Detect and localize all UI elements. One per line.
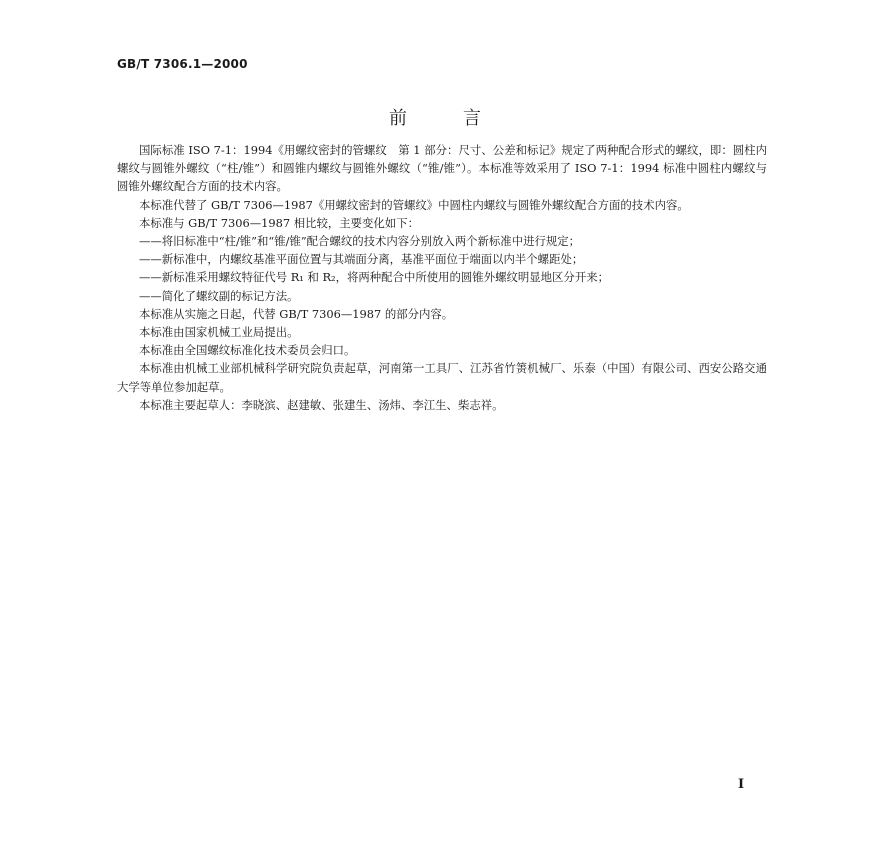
page-number: I	[738, 777, 745, 792]
change-item: ——新标准采用螺纹特征代号 R₁ 和 R₂，将两种配合中所使用的圆锥外螺纹明显地区分开来；	[139, 270, 609, 285]
document-body	[117, 141, 767, 414]
paragraph: 本标准代替了 GB/T 7306—1987《用螺纹密封的管螺纹》中圆柱内螺纹与圆锥外螺纹配合方面的技术内容。	[139, 197, 689, 212]
change-item: ——将旧标准中“柱/锥”和“锥/锥”配合螺纹的技术内容分别放入两个新标准中进行规定；	[139, 234, 581, 249]
paragraph: 本标准主要起草人：李晓滨、赵建敏、张建生、汤炜、李江生、柴志祥。	[139, 397, 504, 412]
paragraph: 本标准由国家机械工业局提出。	[139, 325, 299, 340]
paragraph: 本标准从实施之日起，代替 GB/T 7306—1987 的部分内容。	[139, 306, 454, 321]
paragraph: 国际标准 ISO 7-1：1994《用螺纹密封的管螺纹 第 1 部分：尺寸、公差和标记》规定了两种配合形式的螺纹，即：圆柱内螺纹与圆锥外螺纹（“柱/锥”）和圆锥内螺纹与圆锥外螺纹（“锥/锥”）。本标准等效采用了 ISO 7-1：1994 标准中圆柱内螺纹与圆锥外螺纹配合方面的技术内容。	[117, 143, 767, 194]
paragraph: 本标准与 GB/T 7306—1987 相比较，主要变化如下：	[139, 215, 419, 230]
paragraph: 本标准由机械工业部机械科学研究院负责起草，河南第一工具厂、江苏省竹箦机械厂、乐泰（中国）有限公司、西安公路交通大学等单位参加起草。	[117, 361, 767, 394]
change-item: ——新标准中，内螺纹基准平面位置与其端面分离，基准平面位于端面以内半个螺距处；	[139, 252, 584, 267]
change-item: ——简化了螺纹副的标记方法。	[139, 288, 299, 303]
standard-number: GB/T 7306.1—2000	[117, 57, 248, 71]
page-title: 前言	[389, 108, 537, 129]
paragraph: 本标准由全国螺纹标准化技术委员会归口。	[139, 343, 356, 358]
